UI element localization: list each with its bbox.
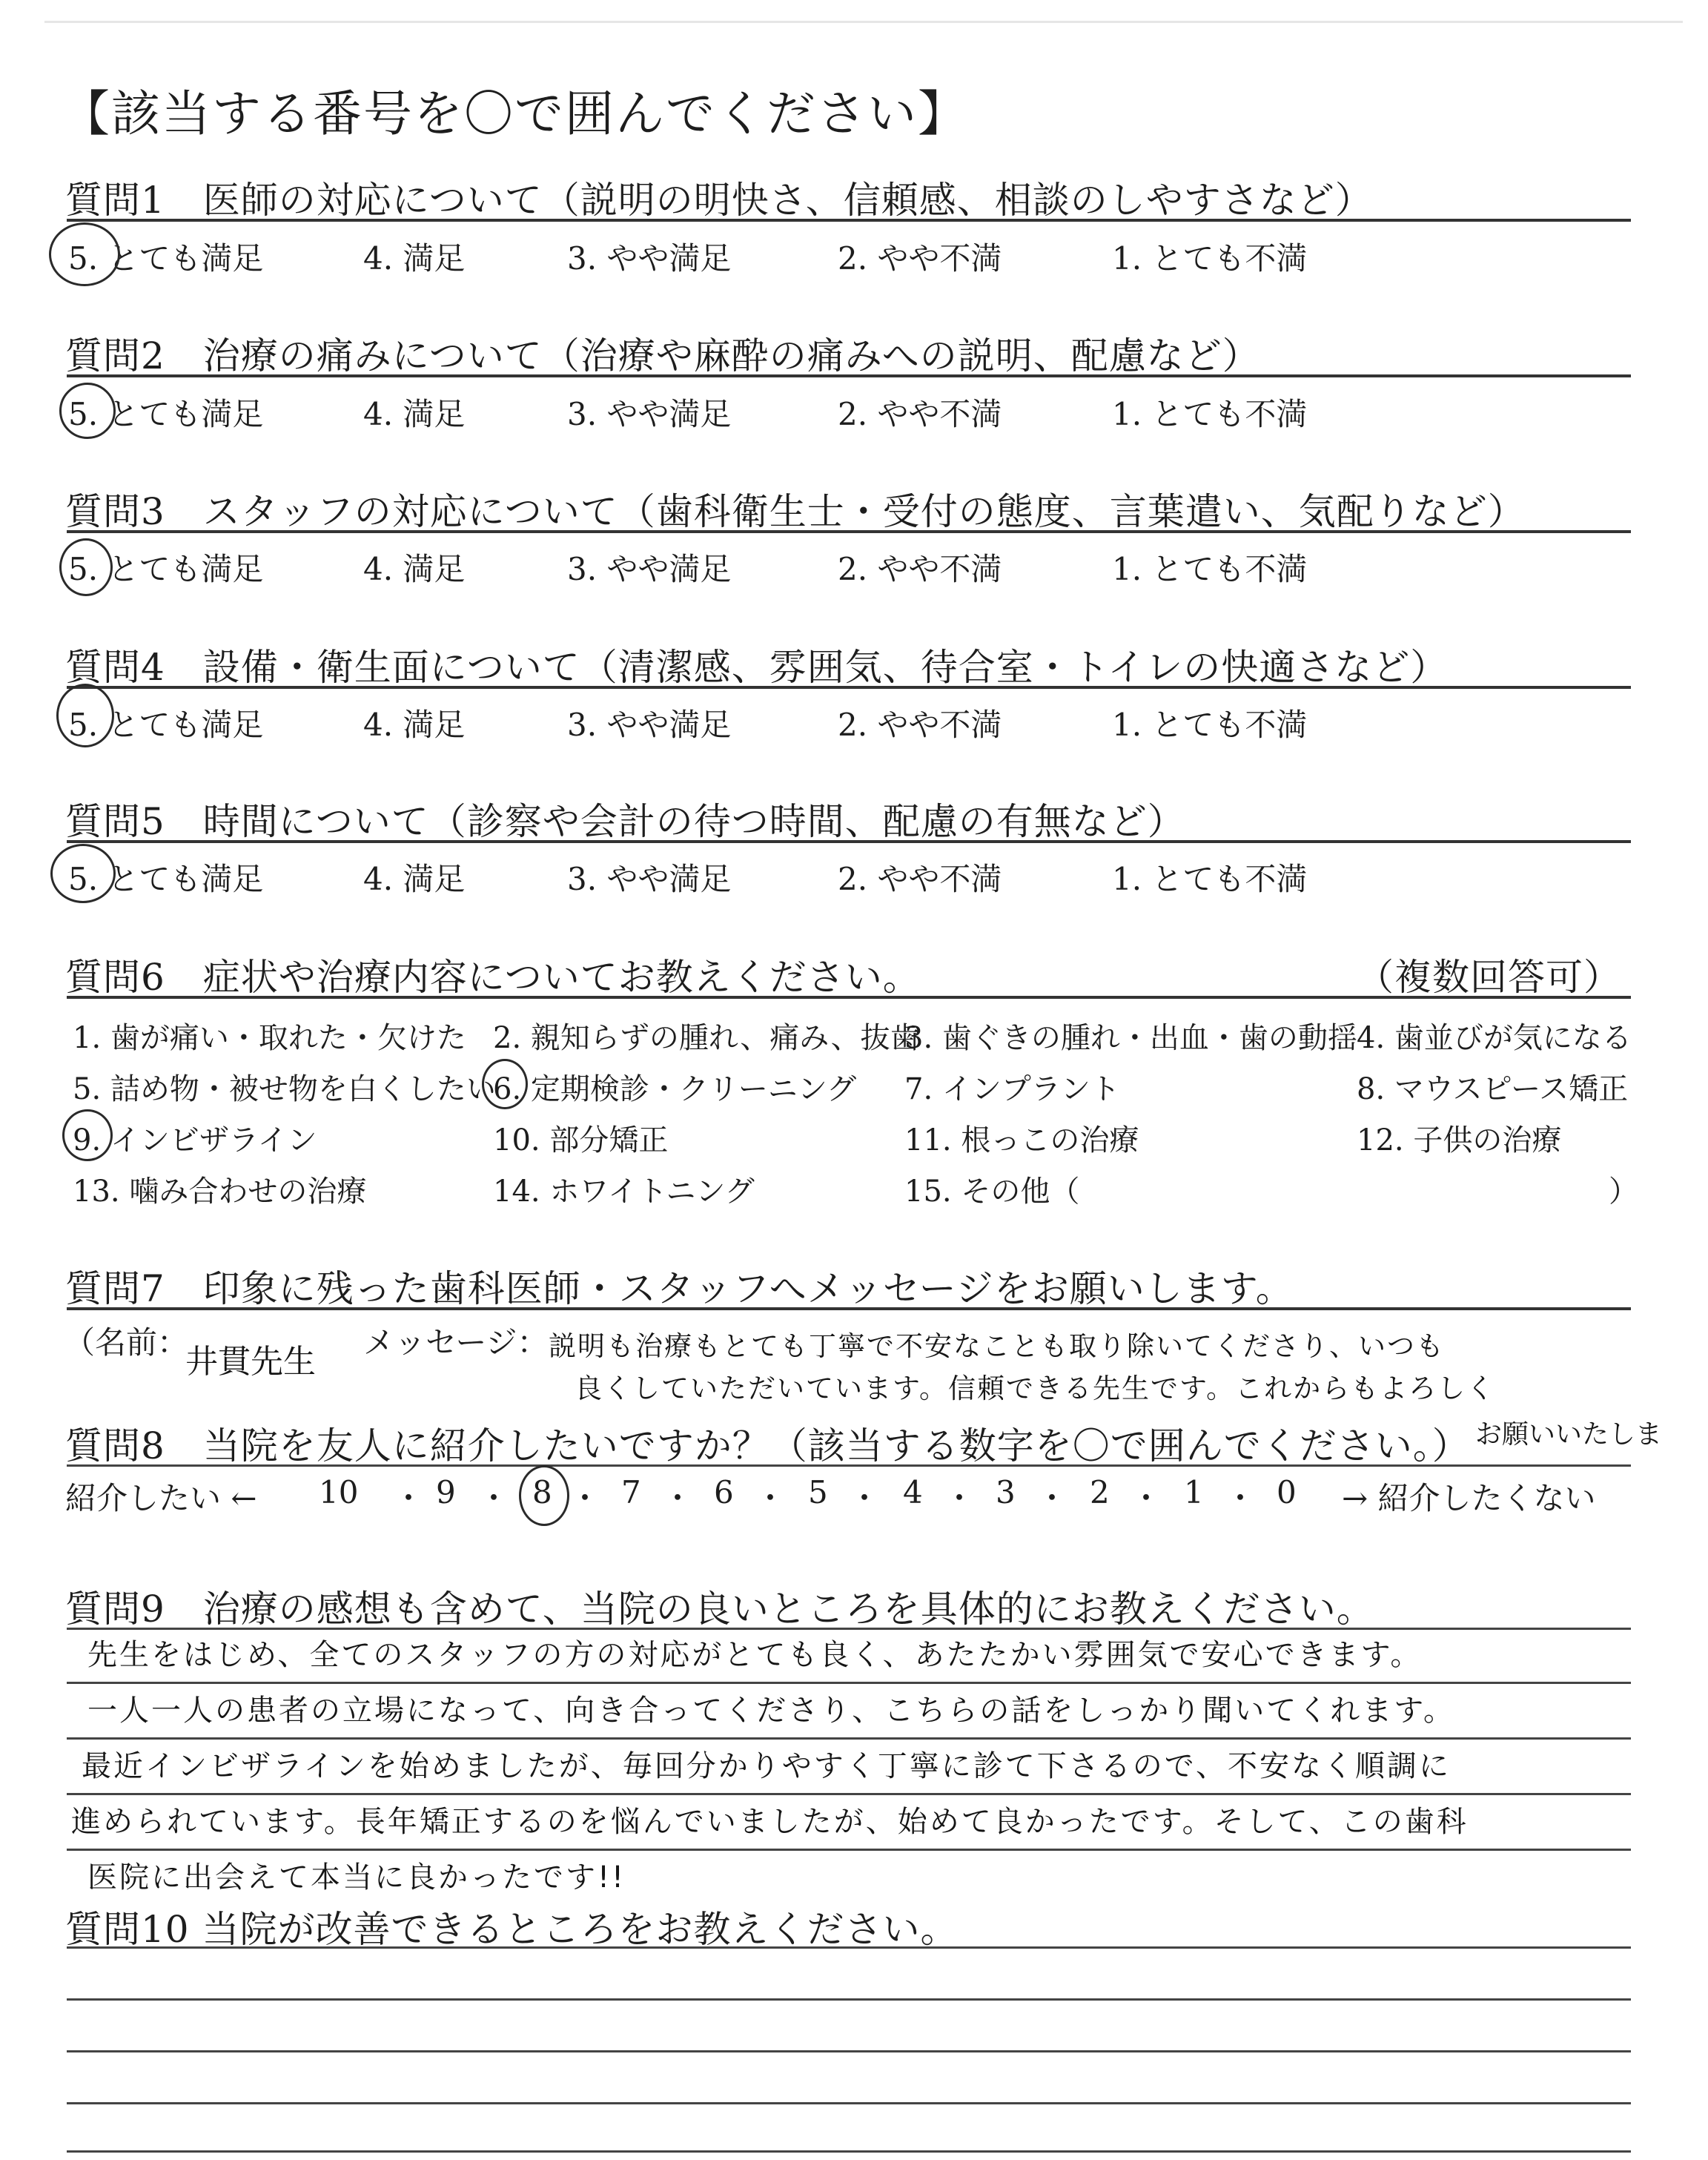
q3-option-3[interactable]: 3. やや満足 bbox=[567, 551, 732, 587]
q2-option-4[interactable]: 4. 満足 bbox=[363, 396, 466, 432]
q5-option-4[interactable]: 4. 満足 bbox=[363, 861, 466, 897]
q1-option-4[interactable]: 4. 満足 bbox=[363, 240, 466, 277]
q6-option-13[interactable]: 13. 噛み合わせの治療 bbox=[73, 1175, 367, 1209]
q9-answer-line-1[interactable]: 先生をはじめ、全てのスタッフの方の対応がとても良く、あたたかい雰囲気で安心できます。 bbox=[87, 1638, 1423, 1672]
q7-message-label: メッセージ： bbox=[363, 1324, 549, 1361]
q8-sep: ・ bbox=[1036, 1480, 1068, 1516]
q6-multiple-note: （複数回答可） bbox=[1357, 956, 1621, 999]
q8-sep: ・ bbox=[849, 1480, 881, 1516]
q2-option-5[interactable]: 5. とても満足 bbox=[68, 396, 264, 432]
q4-option-3[interactable]: 3. やや満足 bbox=[567, 707, 732, 743]
q6-option-11[interactable]: 11. 根っこの治療 bbox=[904, 1123, 1139, 1157]
page-title: 【該当する番号を〇で囲んでください】 bbox=[61, 85, 968, 142]
q9-answer-line-2[interactable]: 一人一人の患者の立場になって、向き合ってくださり、こちらの話をしっかり聞いてくれます。 bbox=[87, 1694, 1455, 1728]
q9-answer-line-5[interactable]: 医院に出会えて本当に良かったです!! bbox=[87, 1860, 626, 1895]
q10-rule-2 bbox=[67, 1998, 1631, 2001]
q8-selection-circle bbox=[519, 1465, 569, 1526]
q8-sep: ・ bbox=[569, 1480, 601, 1516]
q4-option-2[interactable]: 2. やや不満 bbox=[838, 707, 1002, 743]
q3-title: 質問3 スタッフの対応について（歯科衛生士・受付の態度、言葉遣い、気配りなど） bbox=[65, 490, 1526, 533]
q8-score-6[interactable]: 6 bbox=[714, 1474, 734, 1510]
q8-score-7[interactable]: 7 bbox=[621, 1474, 641, 1510]
q9-rule-1 bbox=[67, 1628, 1631, 1630]
q4-rule bbox=[67, 686, 1631, 689]
q8-score-10[interactable]: 10 bbox=[319, 1474, 359, 1510]
q9-answer-line-3[interactable]: 最近インビザラインを始めましたが、毎回分かりやすく丁寧に診て下さるので、不安なく順調に bbox=[82, 1749, 1451, 1783]
q9-rule-4 bbox=[67, 1793, 1631, 1795]
q1-option-2[interactable]: 2. やや不満 bbox=[838, 240, 1002, 277]
q1-option-5[interactable]: 5. とても満足 bbox=[68, 240, 264, 277]
q7-name-value[interactable]: 井貫先生 bbox=[185, 1343, 316, 1381]
q8-rule bbox=[67, 1464, 1631, 1467]
q2-rule bbox=[67, 374, 1631, 377]
q8-sep: ・ bbox=[1225, 1480, 1257, 1516]
q8-sep: ・ bbox=[393, 1480, 425, 1516]
q8-score-5[interactable]: 5 bbox=[808, 1474, 828, 1510]
q5-title: 質問5 時間について（診察や会計の待つ時間、配慮の有無など） bbox=[65, 800, 1185, 843]
q2-title: 質問2 治療の痛みについて（治療や麻酔の痛みへの説明、配慮など） bbox=[65, 334, 1260, 377]
q7-rule bbox=[67, 1307, 1631, 1310]
q8-left-label: 紹介したい ← bbox=[65, 1480, 257, 1516]
q1-rule bbox=[67, 219, 1631, 222]
q6-option-2[interactable]: 2. 親知らずの腫れ、痛み、抜歯 bbox=[493, 1021, 920, 1055]
q2-option-2[interactable]: 2. やや不満 bbox=[838, 396, 1002, 432]
q2-selection-circle bbox=[59, 383, 116, 439]
q9-rule-3 bbox=[67, 1737, 1631, 1740]
q6-option-10[interactable]: 10. 部分矯正 bbox=[493, 1123, 669, 1157]
q8-score-2[interactable]: 2 bbox=[1090, 1474, 1110, 1510]
q6-option-1[interactable]: 1. 歯が痛い・取れた・欠けた bbox=[73, 1021, 466, 1055]
q8-right-label: → 紹介したくない bbox=[1342, 1480, 1596, 1516]
q3-rule bbox=[67, 530, 1631, 533]
q6-option-3[interactable]: 3. 歯ぐきの腫れ・出血・歯の動揺 bbox=[904, 1021, 1357, 1055]
q8-score-4[interactable]: 4 bbox=[903, 1474, 923, 1510]
q10-rule-4 bbox=[67, 2102, 1631, 2104]
q6-option-9[interactable]: 9. インビザライン bbox=[73, 1123, 317, 1157]
q9-answer-line-4[interactable]: 進められています。長年矯正するのを悩んでいましたが、始めて良かったです。そして、この歯科 bbox=[71, 1805, 1469, 1839]
q6-option-14[interactable]: 14. ホワイトニング bbox=[493, 1175, 755, 1209]
scan-top-edge bbox=[44, 21, 1683, 23]
q6-title: 質問6 症状や治療内容についてお教えください。 bbox=[65, 956, 921, 999]
q8-sep: ・ bbox=[944, 1480, 976, 1516]
q8-score-3[interactable]: 3 bbox=[996, 1474, 1016, 1510]
q9-rule-2 bbox=[67, 1682, 1631, 1684]
q8-sep: ・ bbox=[478, 1480, 510, 1516]
q8-sep: ・ bbox=[755, 1480, 787, 1516]
q10-rule-5 bbox=[67, 2150, 1631, 2153]
q2-option-1[interactable]: 1. とても不満 bbox=[1112, 396, 1308, 432]
q3-option-4[interactable]: 4. 満足 bbox=[363, 551, 466, 587]
q5-selection-circle bbox=[50, 844, 116, 903]
q6-option-15[interactable]: 15. その他（ bbox=[904, 1175, 1080, 1209]
q1-selection-circle bbox=[49, 222, 120, 286]
q3-option-2[interactable]: 2. やや不満 bbox=[838, 551, 1002, 587]
q6-rule bbox=[67, 996, 1631, 999]
q6-option-7[interactable]: 7. インプラント bbox=[904, 1072, 1120, 1106]
q10-rule-3 bbox=[67, 2050, 1631, 2052]
q10-rule-1 bbox=[67, 1946, 1631, 1949]
q4-option-5[interactable]: 5. とても満足 bbox=[68, 707, 264, 743]
q5-option-5[interactable]: 5. とても満足 bbox=[68, 861, 264, 897]
q8-sep: ・ bbox=[662, 1480, 694, 1516]
q4-option-4[interactable]: 4. 満足 bbox=[363, 707, 466, 743]
q6-option-12[interactable]: 12. 子供の治療 bbox=[1357, 1123, 1562, 1157]
q5-option-2[interactable]: 2. やや不満 bbox=[838, 861, 1002, 897]
q6-option-5[interactable]: 5. 詰め物・被せ物を白くしたい bbox=[73, 1072, 496, 1106]
q3-selection-circle bbox=[59, 538, 113, 596]
q6-option-8[interactable]: 8. マウスピース矯正 bbox=[1357, 1072, 1629, 1106]
q9-title: 質問9 治療の感想も含めて、当院の良いところを具体的にお教えください。 bbox=[65, 1588, 1374, 1631]
q5-rule bbox=[67, 840, 1631, 843]
q7-name-label: （名前： bbox=[64, 1324, 189, 1361]
q5-option-1[interactable]: 1. とても不満 bbox=[1112, 861, 1308, 897]
q8-score-8[interactable]: 8 bbox=[532, 1474, 552, 1510]
q4-selection-circle bbox=[56, 684, 114, 747]
q9-rule-5 bbox=[67, 1849, 1631, 1851]
q6-option-15-close: ） bbox=[1609, 1175, 1638, 1209]
q2-option-3[interactable]: 3. やや満足 bbox=[567, 396, 732, 432]
q6-selection-circle-6 bbox=[482, 1059, 528, 1109]
q7-title: 質問7 印象に残った歯科医師・スタッフへメッセージをお願いします。 bbox=[65, 1267, 1294, 1310]
q8-score-1[interactable]: 1 bbox=[1184, 1474, 1204, 1510]
q4-title: 質問4 設備・衛生面について（清潔感、雰囲気、待合室・トイレの快適さなど） bbox=[65, 646, 1449, 689]
q6-selection-circle-9 bbox=[62, 1109, 113, 1161]
q1-option-3[interactable]: 3. やや満足 bbox=[567, 240, 732, 277]
q1-option-1[interactable]: 1. とても不満 bbox=[1112, 240, 1308, 277]
q5-option-3[interactable]: 3. やや満足 bbox=[567, 861, 732, 897]
q8-score-0[interactable]: 0 bbox=[1277, 1474, 1297, 1510]
q7-message-line-1[interactable]: 説明も治療もとても丁寧で不安なことも取り除いてくださり、いつも bbox=[549, 1330, 1445, 1362]
q7-message-line-3[interactable]: お願いいたしま bbox=[1475, 1419, 1663, 1450]
q8-sep: ・ bbox=[1131, 1480, 1162, 1516]
q4-option-1[interactable]: 1. とても不満 bbox=[1112, 707, 1308, 743]
q8-score-9[interactable]: 9 bbox=[436, 1474, 456, 1510]
q3-option-1[interactable]: 1. とても不満 bbox=[1112, 551, 1308, 587]
q3-option-5[interactable]: 5. とても満足 bbox=[68, 551, 264, 587]
q6-option-6[interactable]: 6. 定期検診・クリーニング bbox=[493, 1072, 857, 1106]
q1-title: 質問1 医師の対応について（説明の明快さ、信頼感、相談のしやすさなど） bbox=[65, 179, 1373, 222]
q8-title: 質問8 当院を友人に紹介したいですか？（該当する数字を〇で囲んでください。） bbox=[65, 1424, 1470, 1467]
q7-message-line-2[interactable]: 良くしていただいています。信頼できる先生です。これからもよろしく bbox=[575, 1373, 1496, 1404]
q10-title: 質問10 当院が改善できるところをお教えください。 bbox=[65, 1908, 959, 1951]
q6-option-4[interactable]: 4. 歯並びが気になる bbox=[1357, 1021, 1632, 1055]
